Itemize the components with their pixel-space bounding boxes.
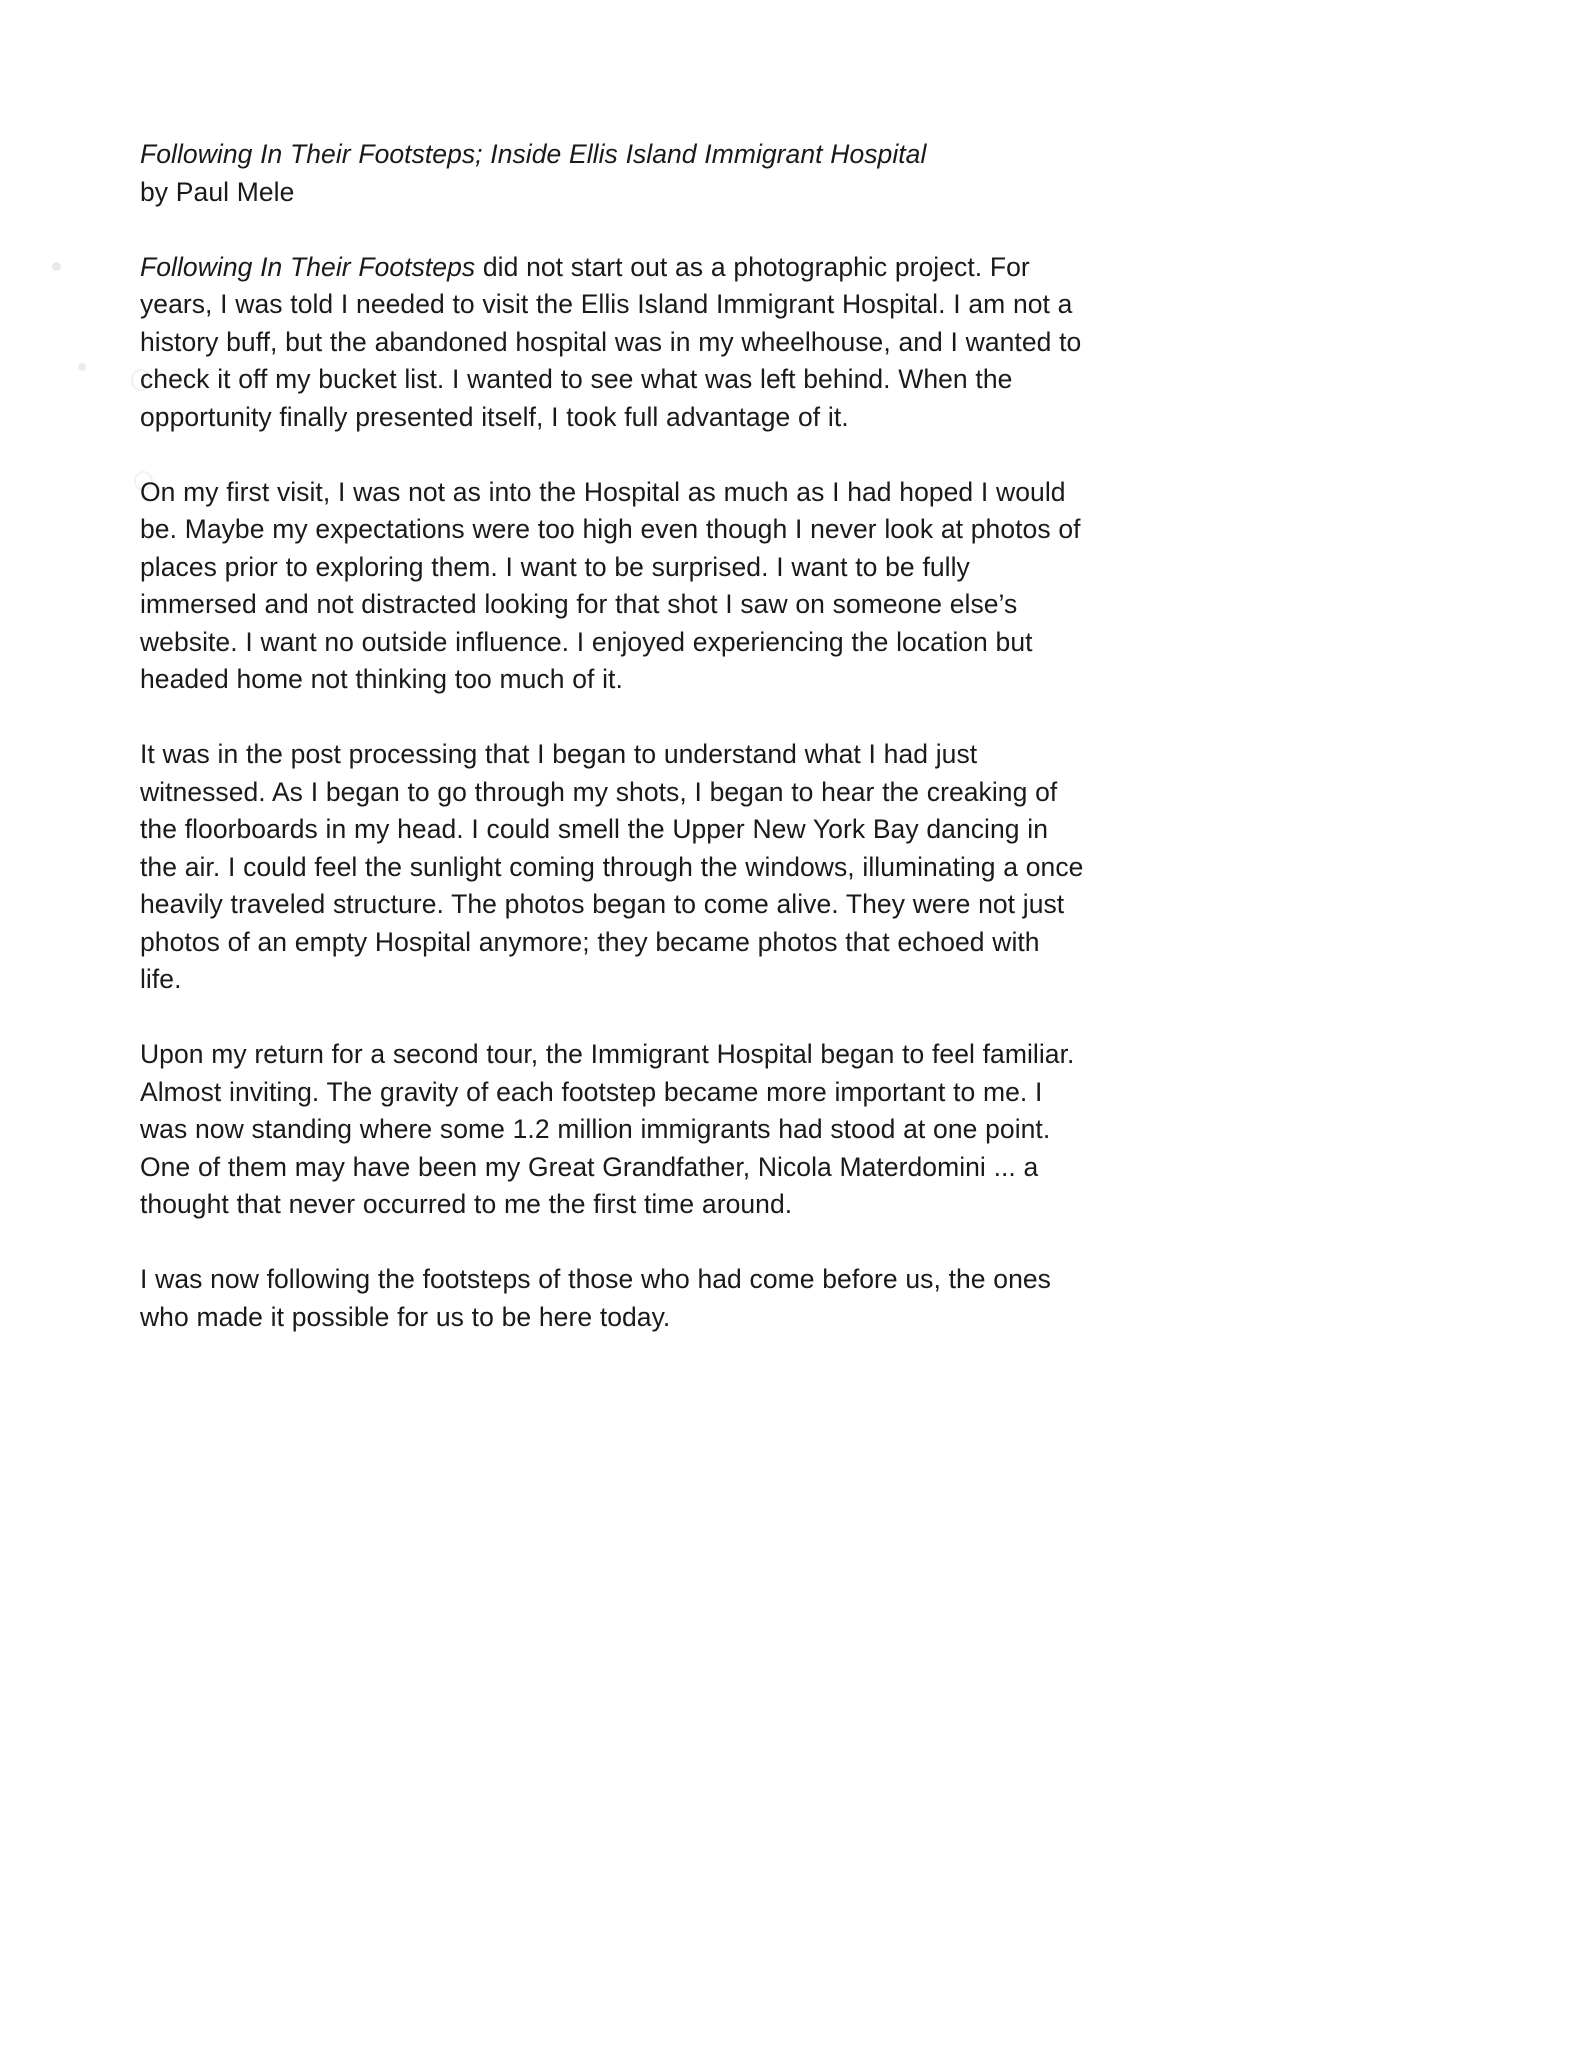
paragraph-1-text: did not start out as a photographic project. For years, I was told I needed to visit the Ellis Island Immigrant Hospital. I am not a history buff, but the abandoned hospital was in my wheelhouse, and I wanted to check it off my bucket list. I wanted to see what was left behind. When the opportunity finally presented itself, I took full advantage of it. [140,251,1082,432]
body-paragraph-5: I was now following the footsteps of those who had come before us, the ones who made it possible for us to be here today. [140,1264,1051,1332]
paragraph-1-italic-run-in: Following In Their Footsteps [140,251,476,282]
body-paragraph-4: Upon my return for a second tour, the Immigrant Hospital began to feel familiar. Almost inviting. The gravity of each footstep became more important to me. I was now standing where some 1.2 million immigrants had stood at one point. One of them may have been my Great Grandfather, Nicola Materdomini ... a thought that never occurred to me the first time around. [140,1039,1075,1219]
paragraph-spacer [140,999,1085,1037]
scan-artifact-speck [78,363,86,371]
paragraph-spacer [140,211,1085,249]
document-text-block [140,136,1085,1336]
paragraph-spacer [140,436,1085,474]
body-paragraph-1 [140,249,1085,437]
document-title: Following In Their Footsteps; Inside Ellis Island Immigrant Hospital [140,139,927,169]
paragraph-spacer [140,699,1085,737]
paragraph-spacer [140,1224,1085,1262]
body-paragraph-3: It was in the post processing that I began to understand what I had just witnessed. As I began to go through my shots, I began to hear the creaking of the floorboards in my head. I could smell the Upper New York Bay dancing in the air. I could feel the sunlight coming through the windows, illuminating a once heavily traveled structure. The photos began to come alive. They were not just photos of an empty Hospital anymore; they became photos that echoed with life. [140,739,1084,994]
body-paragraph-2: On my first visit, I was not as into the Hospital as much as I had hoped I would be. Maybe my expectations were too high even though I never look at photos of places prior to exploring them. I want to be surprised. I want to be fully immersed and not distracted looking for that shot I saw on someone else’s website. I want no outside influence. I enjoyed experiencing the location but headed home not thinking too much of it. [140,476,1081,694]
document-byline: by Paul Mele [140,176,295,207]
scan-artifact-speck [52,262,61,271]
